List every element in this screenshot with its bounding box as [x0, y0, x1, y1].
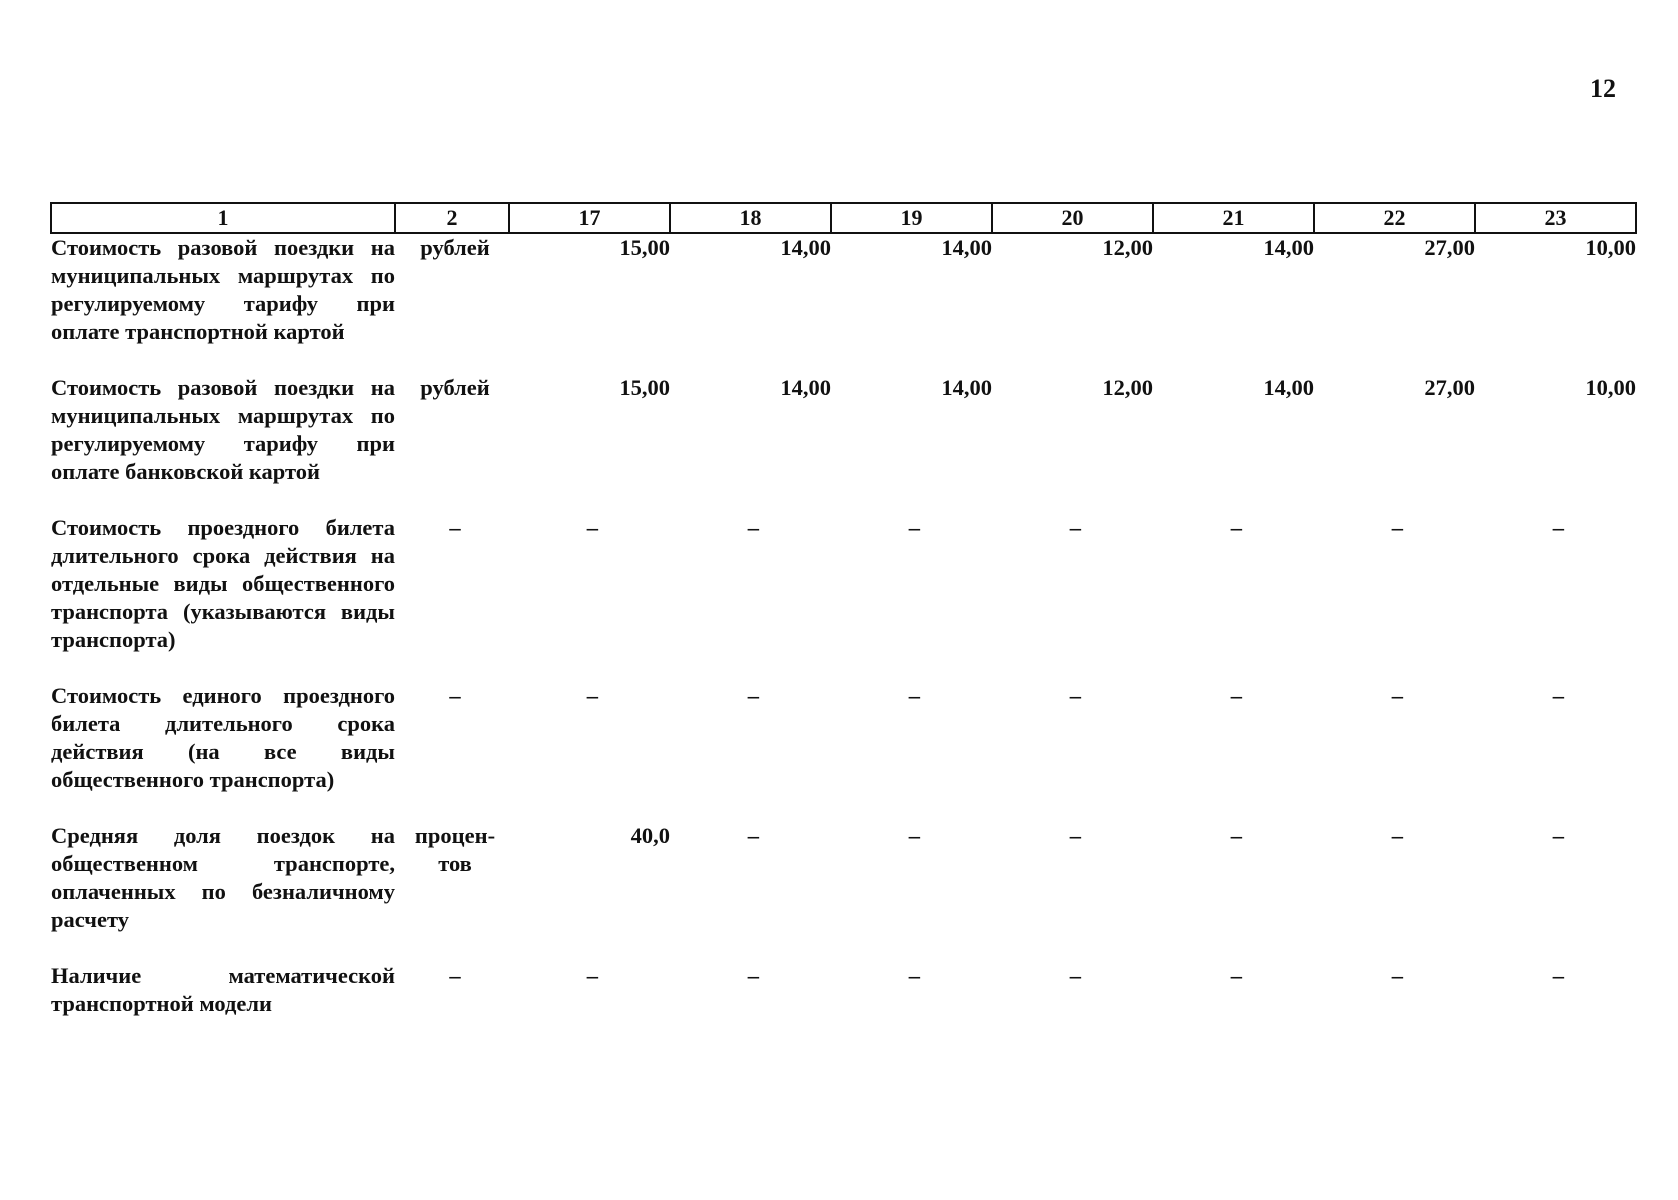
indicator-value: – — [1069, 683, 1081, 708]
indicator-value: – — [908, 823, 920, 848]
indicator-value: 27,00 — [1424, 235, 1475, 260]
column-number-header-row — [51, 203, 1636, 233]
indicator-value: – — [1069, 823, 1081, 848]
column-header: 2 — [395, 203, 509, 233]
indicator-value: – — [1069, 515, 1081, 540]
indicator-value: – — [1230, 823, 1242, 848]
table-row — [51, 682, 1636, 822]
indicator-name: Стоимость разовой поездки на муниципальных маршрутах по регулируемому тарифу при оплате транспортной картой — [51, 235, 395, 344]
indicator-name: Стоимость разовой поездки на муниципальных маршрутах по регулируемому тарифу при оплате банковской картой — [51, 375, 395, 484]
column-header: 18 — [670, 203, 831, 233]
column-header: 17 — [509, 203, 670, 233]
indicator-value: – — [747, 683, 759, 708]
column-header: 20 — [992, 203, 1153, 233]
indicator-value: 27,00 — [1424, 375, 1475, 400]
column-header: 23 — [1475, 203, 1636, 233]
indicator-value: 40,0 — [630, 823, 670, 848]
indicator-value: – — [1230, 963, 1242, 988]
indicator-value: 12,00 — [1102, 375, 1153, 400]
indicator-value: – — [1391, 515, 1403, 540]
indicator-value: 14,00 — [941, 375, 992, 400]
indicator-value: 14,00 — [941, 235, 992, 260]
indicator-value: 15,00 — [619, 375, 670, 400]
indicator-unit: – — [449, 963, 461, 988]
table-row — [51, 514, 1636, 682]
indicator-value: – — [586, 963, 598, 988]
indicator-unit: – — [449, 683, 461, 708]
indicator-value: – — [1552, 823, 1564, 848]
indicator-value: – — [586, 515, 598, 540]
indicator-value: – — [908, 515, 920, 540]
indicator-value: – — [747, 823, 759, 848]
indicator-value: – — [586, 683, 598, 708]
indicator-value: – — [1230, 683, 1242, 708]
indicator-value: 12,00 — [1102, 235, 1153, 260]
table-row — [51, 822, 1636, 962]
indicator-unit: рублей — [420, 375, 490, 400]
indicator-unit: – — [449, 515, 461, 540]
table-row — [51, 374, 1636, 514]
indicator-value: 10,00 — [1585, 235, 1636, 260]
indicator-value: – — [747, 963, 759, 988]
table-row — [51, 233, 1636, 374]
indicator-value: – — [1552, 515, 1564, 540]
indicator-name: Стоимость проездного билета длительного срока действия на отдельные виды общественного транспорта (указываются виды транспорта) — [51, 515, 395, 652]
indicator-value: 14,00 — [780, 235, 831, 260]
indicator-value: – — [1391, 823, 1403, 848]
indicator-value: – — [1069, 963, 1081, 988]
indicator-value: – — [908, 683, 920, 708]
indicator-value: – — [747, 515, 759, 540]
indicator-value: 14,00 — [1263, 375, 1314, 400]
indicator-value: – — [1552, 963, 1564, 988]
column-header: 21 — [1153, 203, 1314, 233]
page-number: 12 — [1590, 74, 1616, 103]
indicator-value: 15,00 — [619, 235, 670, 260]
indicator-value: – — [908, 963, 920, 988]
column-header: 1 — [51, 203, 395, 233]
indicator-value: – — [1391, 963, 1403, 988]
indicator-value: – — [1230, 515, 1242, 540]
indicator-value: 14,00 — [780, 375, 831, 400]
column-header: 22 — [1314, 203, 1475, 233]
indicators-table — [50, 202, 1637, 1046]
table-row — [51, 962, 1636, 1046]
indicator-name: Средняя доля поездок на общественном транспорте, оплаченных по безналичному расчету — [51, 823, 395, 932]
column-header: 19 — [831, 203, 992, 233]
indicator-name: Стоимость единого проездного билета длительного срока действия (на все виды общественного транспорта) — [51, 683, 395, 792]
indicator-name: Наличие математической транспортной модели — [51, 963, 395, 1016]
indicator-value: 10,00 — [1585, 375, 1636, 400]
indicator-unit: рублей — [420, 235, 490, 260]
indicator-value: – — [1552, 683, 1564, 708]
indicator-unit: процен-тов — [414, 823, 496, 876]
indicator-value: – — [1391, 683, 1403, 708]
indicator-value: 14,00 — [1263, 235, 1314, 260]
